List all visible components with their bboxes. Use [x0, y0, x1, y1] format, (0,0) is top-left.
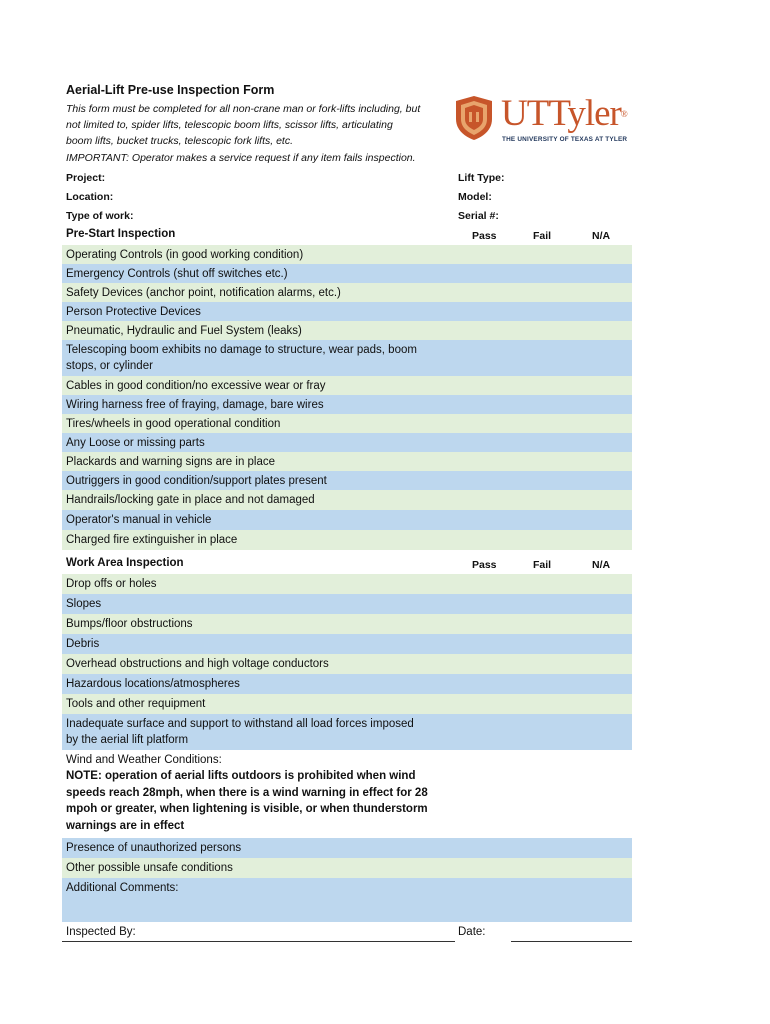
inspected-by-label: Inspected By:: [66, 926, 136, 938]
ut-tyler-logo: [454, 95, 634, 147]
inspected-by-signature-line[interactable]: [62, 941, 455, 942]
inspection-item-label: Safety Devices (anchor point, notification alarms, etc.): [66, 286, 341, 299]
prestart-section-title: Pre-Start Inspection: [66, 228, 176, 240]
logo-tagline: THE UNIVERSITY OF TEXAS AT TYLER: [502, 136, 628, 143]
inspection-row[interactable]: [62, 594, 632, 614]
inspection-row[interactable]: [62, 283, 632, 302]
inspection-item-label: Handrails/locking gate in place and not damaged: [66, 493, 315, 506]
inspection-item-label: Tires/wheels in good operational condition: [66, 417, 281, 430]
inspection-row[interactable]: [62, 838, 632, 858]
inspection-item-label: Outriggers in good condition/support plates present: [66, 474, 327, 487]
important-note: IMPORTANT: Operator makes a service request if any item fails inspection.: [66, 152, 416, 164]
inspection-item-label: Overhead obstructions and high voltage conductors: [66, 657, 329, 670]
inspection-item-label: Telescoping boom exhibits no damage to structure, wear pads, boom: [66, 343, 417, 356]
inspection-item-label: Operating Controls (in good working condition): [66, 248, 304, 261]
model-label: Model:: [458, 191, 492, 203]
inspection-row[interactable]: [62, 654, 632, 674]
pass-column-header: Pass: [472, 230, 497, 242]
inspection-item-label: Wind and Weather Conditions:: [66, 753, 222, 766]
inspection-item-label: Any Loose or missing parts: [66, 436, 205, 449]
inspection-item-label: Hazardous locations/atmospheres: [66, 677, 240, 690]
inspection-item-label: Inadequate surface and support to withstand all load forces imposed: [66, 717, 414, 730]
inspection-row[interactable]: [62, 340, 632, 376]
prestart-table: [62, 245, 632, 550]
inspection-row[interactable]: [62, 674, 632, 694]
inspection-item-note: NOTE: operation of aerial lifts outdoors is prohibited when wind: [66, 770, 416, 782]
pass-column-header: Pass: [472, 559, 497, 571]
inspection-item-label: Wiring harness free of fraying, damage, bare wires: [66, 398, 324, 411]
inspection-row[interactable]: [62, 471, 632, 490]
fail-column-header: Fail: [533, 230, 552, 242]
inspection-item-label: Emergency Controls (shut off switches etc.): [66, 267, 288, 280]
intro-line: boom lifts, bucket trucks, telescopic fork lifts, etc.: [66, 135, 293, 147]
intro-line: not limited to, spider lifts, telescopic boom lifts, scissor lifts, articulating: [66, 119, 393, 131]
na-column-header: N/A: [592, 230, 611, 242]
inspection-item-note: mpoh or greater, when lightening is visible, or when thunderstorm: [66, 803, 428, 815]
logo-wordmark-text: UTTyler: [501, 93, 621, 134]
inspection-item-label: Presence of unauthorized persons: [66, 841, 242, 854]
inspection-item-label: by the aerial lift platform: [66, 734, 189, 746]
inspection-row[interactable]: [62, 530, 632, 550]
inspection-row[interactable]: [62, 376, 632, 395]
intro-text: [66, 101, 456, 149]
workarea-table: [62, 574, 632, 922]
fail-column-header: Fail: [533, 559, 552, 571]
inspection-row[interactable]: [62, 634, 632, 654]
inspection-row[interactable]: [62, 510, 632, 530]
inspection-row[interactable]: [62, 395, 632, 414]
inspection-item-label: Drop offs or holes: [66, 577, 157, 590]
inspection-item-note: speeds reach 28mph, when there is a wind warning in effect for 28: [66, 786, 428, 799]
inspection-item-label: Operator's manual in vehicle: [66, 513, 212, 526]
inspection-row[interactable]: [62, 694, 632, 714]
inspection-item-note: warnings are in effect: [66, 819, 185, 832]
date-label: Date:: [458, 926, 486, 938]
date-signature-line[interactable]: [511, 941, 632, 942]
inspection-row[interactable]: [62, 245, 632, 264]
inspection-item-label: Slopes: [66, 597, 102, 610]
inspection-item-label: Plackards and warning signs are in place: [66, 455, 276, 468]
inspection-row[interactable]: [62, 452, 632, 471]
inspection-item-label: Additional Comments:: [66, 881, 179, 894]
inspection-row[interactable]: [62, 302, 632, 321]
university-seal-icon: [454, 95, 494, 141]
logo-wordmark: [501, 95, 628, 133]
inspection-row[interactable]: [62, 878, 632, 922]
inspection-item-label: Charged fire extinguisher in place: [66, 533, 238, 546]
inspection-item-label: Bumps/floor obstructions: [66, 617, 193, 630]
inspection-row[interactable]: [62, 714, 632, 750]
na-column-header: N/A: [592, 559, 611, 571]
inspection-item-label: Tools and other requipment: [66, 697, 206, 710]
type-of-work-label: Type of work:: [66, 210, 134, 222]
inspection-row[interactable]: [62, 321, 632, 340]
inspection-row[interactable]: [62, 433, 632, 452]
intro-line: This form must be completed for all non-crane man or fork-lifts including, but: [66, 103, 421, 115]
inspection-item-label: Person Protective Devices: [66, 305, 201, 318]
project-label: Project:: [66, 172, 106, 184]
location-label: Location:: [66, 191, 114, 203]
inspection-row[interactable]: [62, 574, 632, 594]
inspection-row[interactable]: [62, 490, 632, 510]
inspection-row[interactable]: [62, 414, 632, 433]
inspection-row[interactable]: [62, 264, 632, 283]
inspection-item-label: stops, or cylinder: [66, 360, 153, 372]
workarea-section-title: Work Area Inspection: [66, 557, 184, 569]
inspection-item-label: Cables in good condition/no excessive wear or fray: [66, 379, 326, 392]
registered-mark: ®: [620, 109, 628, 119]
inspection-item-label: Other possible unsafe conditions: [66, 861, 233, 874]
form-title: Aerial-Lift Pre-use Inspection Form: [66, 83, 275, 97]
inspection-item-label: Debris: [66, 637, 100, 650]
inspection-item-label: Pneumatic, Hydraulic and Fuel System (leaks): [66, 324, 302, 337]
inspection-row[interactable]: [62, 750, 632, 838]
inspection-row[interactable]: [62, 858, 632, 878]
serial-label: Serial #:: [458, 210, 499, 222]
lift-type-label: Lift Type:: [458, 172, 505, 184]
inspection-row[interactable]: [62, 614, 632, 634]
